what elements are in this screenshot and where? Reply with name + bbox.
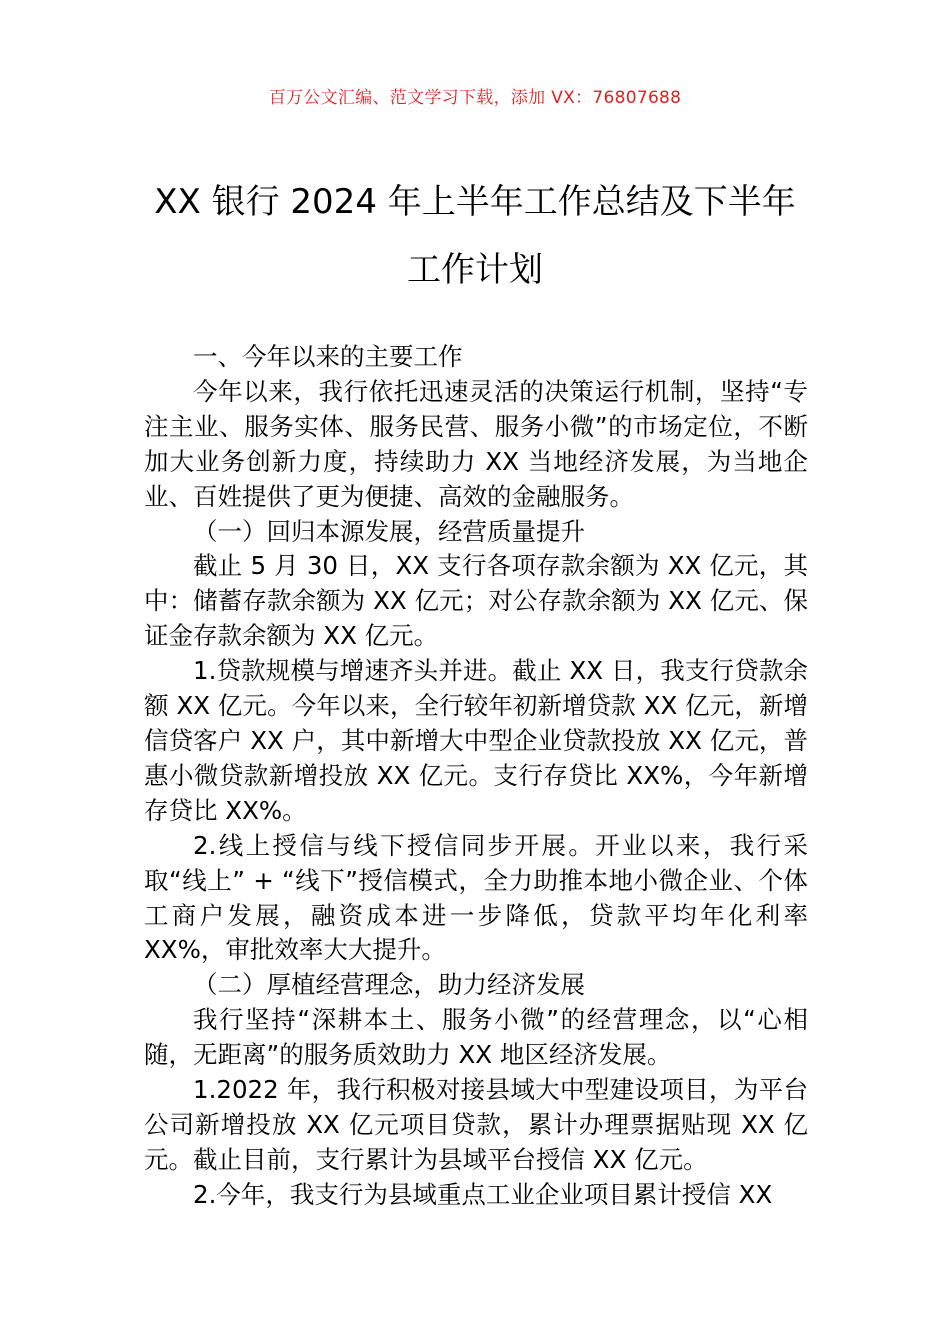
document-body	[144, 340, 808, 1213]
body-paragraph: 今年以来，我行依托迅速灵活的决策运行机制，坚持“专注主业、服务实体、服务民营、服务小微”的市场定位，不断加大业务创新力度，持续助力 XX 当地经济发展，为当地企业、百姓提供了更为便捷、高效的金融服务。	[144, 376, 808, 511]
body-paragraph: 1.贷款规模与增速齐头并进。截止 XX 日，我支行贷款余额 XX 亿元。今年以来，全行较年初新增贷款 XX 亿元，新增信贷客户 XX 户，其中新增大中型企业贷款投放 XX 亿元，普惠小微贷款新增投放 XX 亿元。支行存贷比 XX%，今年新增存贷比 XX%。	[144, 656, 808, 825]
body-paragraph: 截止 5 月 30 日，XX 支行各项存款余额为 XX 亿元，其中：储蓄存款余额为 XX 亿元；对公存款余额为 XX 亿元、保证金存款余额为 XX 亿元。	[144, 551, 808, 651]
body-paragraph: 2.线上授信与线下授信同步开展。开业以来，我行采取“线上” + “线下”授信模式，全力助推本地小微企业、个体工商户发展，融资成本进一步降低，贷款平均年化利率 XX%，审批效率大大提升。	[144, 830, 808, 965]
subsection-heading: （二）厚植经营理念，助力经济发展	[193, 970, 585, 1000]
subsection-heading: （一）回归本源发展，经营质量提升	[193, 516, 585, 546]
document-title-line-1: XX 银行 2024 年上半年工作总结及下半年	[154, 182, 796, 222]
body-paragraph: 2.今年，我支行为县域重点工业企业项目累计授信 XX	[193, 1179, 773, 1209]
document-title-line-2: 工作计划	[407, 250, 543, 290]
section-heading: 一、今年以来的主要工作	[193, 342, 463, 371]
body-paragraph: 我行坚持“深耕本土、服务小微”的经营理念，以“心相随，无距离”的服务质效助力 XX 地区经济发展。	[144, 1005, 808, 1070]
watermark-banner: 百万公文汇编、范文学习下载，添加 VX：76807688	[268, 88, 682, 108]
body-paragraph: 1.2022 年，我行积极对接县域大中型建设项目，为平台公司新增投放 XX 亿元项目贷款，累计办理票据贴现 XX 亿元。截止目前，支行累计为县域平台授信 XX 亿元。	[144, 1075, 808, 1174]
